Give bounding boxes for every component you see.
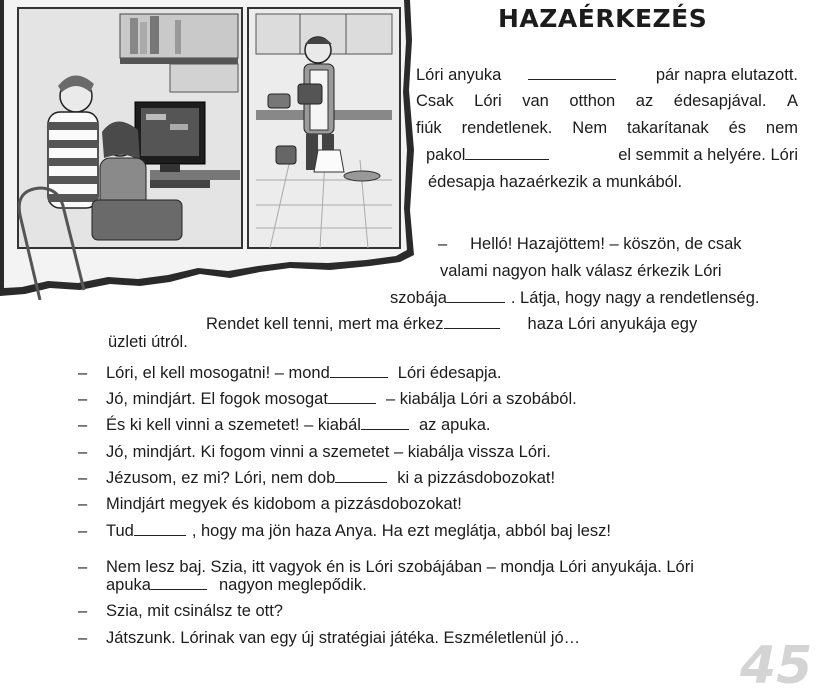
dialogue-text: Mindjárt megyek és kidobom a pizzásdobozokat! — [106, 495, 462, 513]
para-text: Rendet kell tenni, mert ma érkez — [206, 315, 444, 333]
dialogue-text: Játszunk. Lórinak van egy új stratégiai játéka. Eszméletlenül jó… — [106, 629, 581, 647]
dialogue-text: Jó, mindjárt. El fogok mosogat — [106, 390, 328, 408]
para-text: haza Lóri anyukája egy — [527, 315, 698, 333]
dialogue-line — [106, 627, 580, 649]
intro-word: takarítanak — [627, 119, 709, 137]
dialogue-dash: – — [78, 629, 88, 647]
fill-blank — [134, 520, 186, 536]
fill-blank — [151, 574, 207, 590]
intro-word: pakol — [426, 146, 466, 164]
intro-word: nem — [765, 119, 798, 137]
dialogue-line — [106, 388, 577, 410]
para-line-3 — [390, 287, 759, 309]
dialogue-line — [106, 467, 555, 489]
page-number: 45 — [740, 636, 813, 696]
dialogue-text: Nem lesz baj. Szia, itt vagyok én is Lóri szobájában – mondja Lóri anyukája. Lóri — [106, 558, 694, 576]
illustration-photo — [0, 0, 418, 300]
dialogue-text: apuka — [106, 576, 151, 594]
intro-word: fiúk — [416, 119, 442, 137]
dialogue-text: Szia, mit csinálsz te ott? — [106, 602, 283, 620]
intro-word: rendetlenek. — [461, 119, 553, 137]
dialogue-line — [106, 414, 491, 436]
fill-blank — [330, 362, 388, 378]
intro-word: pár napra elutazott. — [655, 66, 798, 84]
intro-line-1 — [416, 64, 798, 86]
fill-blank — [328, 388, 376, 404]
intro-line-4 — [426, 144, 798, 166]
dialogue-text: ki a pizzásdobozokat! — [397, 469, 556, 487]
fill-blank — [528, 64, 616, 80]
page-title: HAZAÉRKEZÉS — [498, 4, 708, 33]
dialogue-line — [106, 574, 367, 596]
left-panel-computer-scene — [18, 8, 242, 248]
dialogue-line — [106, 520, 611, 542]
dialogue-dash: – — [78, 469, 88, 487]
intro-word: édesapjával. — [673, 92, 767, 110]
fill-blank — [444, 313, 500, 329]
intro-word: édesapja hazaérkezik a munkából. — [428, 173, 683, 191]
intro-word: Csak — [416, 92, 454, 110]
dialogue-dash: – — [78, 522, 88, 540]
para-text: szobája — [390, 289, 447, 307]
para-line-1: – Helló! Hazajöttem! – köszön, de csak — [438, 235, 742, 253]
dialogue-text: nagyon meglepődik. — [218, 576, 367, 594]
dialogue-dash: – — [78, 495, 88, 513]
intro-word: A — [786, 92, 798, 110]
intro-word: Lóri anyuka — [416, 66, 502, 84]
dialogue-dash: – — [78, 390, 88, 408]
dialogue-text: , hogy ma jön haza Anya. Ha ezt meglátja, abból baj lesz! — [191, 522, 611, 540]
intro-line-5 — [428, 171, 682, 193]
intro-line-2 — [416, 90, 798, 112]
intro-word: Lóri — [474, 92, 502, 110]
intro-line-3 — [416, 117, 798, 139]
dialogue-dash: – — [78, 443, 88, 461]
intro-word: az — [635, 92, 654, 110]
dialogue-dash: – — [78, 558, 88, 576]
dialogue-text: Lóri édesapja. — [397, 364, 502, 382]
dialogue-text: – kiabálja Lóri a szobából. — [385, 390, 577, 408]
fill-blank — [447, 287, 505, 303]
dialogue-text: Tud — [106, 522, 134, 540]
para-text: . Látja, hogy nagy a rendetlenség. — [510, 289, 760, 307]
intro-word: Nem — [572, 119, 608, 137]
intro-word: van — [522, 92, 549, 110]
dialogue-dash: – — [78, 364, 88, 382]
intro-word: és — [728, 119, 746, 137]
dialogue-text: Jó, mindjárt. Ki fogom vinni a szemetet – kiabálja vissza Lóri. — [106, 443, 551, 461]
dialogue-dash: – — [78, 602, 88, 620]
intro-word: otthon — [569, 92, 616, 110]
fill-blank — [361, 414, 409, 430]
right-panel-kitchen-scene — [248, 8, 400, 248]
dialogue-text: Lóri, el kell mosogatni! – mond — [106, 364, 330, 382]
dialogue-line — [106, 600, 283, 622]
para-line-5: üzleti útról. — [108, 333, 188, 351]
dialogue-line — [106, 493, 462, 515]
dialogue-text: És ki kell vinni a szemetet! – kiabál — [106, 416, 361, 434]
fill-blank — [335, 467, 387, 483]
para-line-4 — [206, 313, 697, 335]
dialogue-line — [106, 362, 501, 384]
para-line-2: valami nagyon halk válasz érkezik Lóri — [440, 262, 722, 280]
intro-word: el semmit a helyére. Lóri — [618, 146, 798, 164]
fill-blank — [465, 144, 549, 160]
dialogue-dash: – — [78, 416, 88, 434]
dialogue-text: Jézusom, ez mi? Lóri, nem dob — [106, 469, 336, 487]
dialogue-text: az apuka. — [418, 416, 491, 434]
dialogue-line — [106, 441, 551, 463]
